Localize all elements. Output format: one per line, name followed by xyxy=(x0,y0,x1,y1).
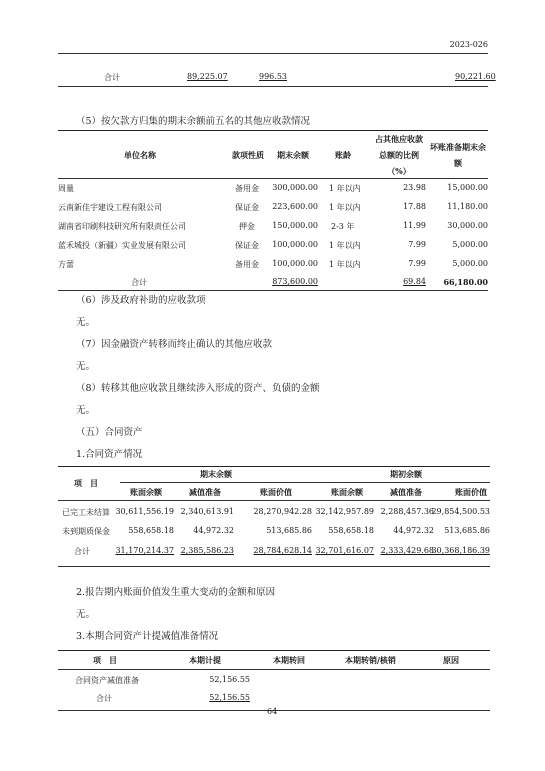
sec5-total-balance: 873,600.00 xyxy=(272,277,318,286)
sec5-row2-nature: 保证金 xyxy=(235,203,259,212)
sec5-row1-bad: 15,000.00 xyxy=(447,183,488,192)
sec5-total-bad: 66,180.00 xyxy=(443,277,488,287)
contract-table-top-rule xyxy=(58,466,490,467)
report-code: 2023-026 xyxy=(449,40,488,49)
contract-total-e-value: 28,784,628.14 xyxy=(253,546,312,555)
contract-row1-item: 已完工未结算 xyxy=(62,508,110,517)
sec5-header-bad-l1: 坏账准备期末余 xyxy=(430,142,486,152)
contract-row2-b-impair: 44,972.32 xyxy=(393,526,434,535)
sec5-header-age: 账龄 xyxy=(335,150,351,160)
sec2-title: 2.报告期内账面价值发生重大变动的金额和原因 xyxy=(76,587,276,598)
contract-header-end: 期末余额 xyxy=(200,469,232,479)
sec5-row5-age: 1 年以内 xyxy=(329,260,361,269)
sec3-header-item: 项 目 xyxy=(93,655,117,665)
sec6-title: （6）涉及政府补助的应收款项 xyxy=(76,295,206,306)
sec6-body: 无。 xyxy=(76,317,96,328)
contract-header-rule xyxy=(58,500,490,501)
sec5-row3-balance: 150,000.00 xyxy=(272,221,318,230)
sec7-body: 无。 xyxy=(76,361,96,372)
sec5-row1-balance: 300,000.00 xyxy=(272,183,318,192)
sec3-header-rule xyxy=(58,669,490,670)
contract-header-begin: 期初余额 xyxy=(390,469,422,479)
sec5-row5-balance: 100,000.00 xyxy=(272,259,318,268)
contract-row2-e-impair: 44,972.32 xyxy=(193,526,234,535)
contract-row1-e-book: 30,611,556.19 xyxy=(115,507,174,516)
contract-row2-b-value: 513,685.86 xyxy=(444,526,490,535)
sec5-row5-nature: 备用金 xyxy=(235,260,259,269)
sec3-total-item: 合计 xyxy=(96,694,112,703)
top-total-v3: 90,221.60 xyxy=(455,72,496,81)
contract-header-mid-rule xyxy=(120,482,490,483)
sec5-table-bottom-rule xyxy=(58,290,488,291)
sec3-header-reversed: 本期转回 xyxy=(273,655,305,665)
sec3-row1-item: 合同资产减值准备 xyxy=(75,676,139,685)
contract-row2-e-value: 513,685.86 xyxy=(266,526,312,535)
contract-total-item: 合计 xyxy=(74,547,90,556)
sec5-row4-bad: 5,000.00 xyxy=(452,240,488,249)
sec3-header-accrued: 本期计提 xyxy=(189,655,221,665)
sec5-row5-bad: 5,000.00 xyxy=(452,259,488,268)
contract-total-b-value: 30,368,186.39 xyxy=(431,546,490,555)
contract-row1-e-impair: 2,340,613.91 xyxy=(180,507,234,516)
sec5-row3-age: 2-3 年 xyxy=(331,222,355,231)
sec5-row1-name: 周量 xyxy=(58,184,74,193)
sec7-title: （7）因金融资产转移而终止确认的其他应收款 xyxy=(76,339,273,350)
part5-title: （五）合同资产 xyxy=(76,427,143,438)
sec5-row4-name: 蓝禾城投（新疆）实业发展有限公司 xyxy=(58,241,186,250)
sec5-header-ratio-l3: （%） xyxy=(387,166,411,176)
sec5-row2-age: 1 年以内 xyxy=(329,203,361,212)
sec5-row1-nature: 备用金 xyxy=(235,184,259,193)
sec2-body: 无。 xyxy=(76,609,96,620)
sec5-row1-ratio: 23.98 xyxy=(403,183,426,192)
sec5-row1-age: 1 年以内 xyxy=(329,184,361,193)
sec5-row3-nature: 押金 xyxy=(239,222,255,231)
page-number: 64 xyxy=(267,707,278,716)
sec5-row2-bad: 11,180.00 xyxy=(447,202,488,211)
sec5-row3-bad: 30,000.00 xyxy=(447,221,488,230)
sec3-total-accrued: 52,156.55 xyxy=(209,693,250,702)
sec5-row5-name: 方蕾 xyxy=(58,260,74,269)
contract-header-e-book: 账面余额 xyxy=(130,487,162,497)
sec5-row2-ratio: 17.88 xyxy=(403,202,426,211)
sec3-header-reason: 原因 xyxy=(443,655,459,665)
sec8-body: 无。 xyxy=(76,405,96,416)
contract-total-b-book: 32,701,616.07 xyxy=(315,546,374,555)
sec5-total-ratio: 69.84 xyxy=(403,277,426,286)
contract-title: 1.合同资产情况 xyxy=(76,449,143,460)
contract-row1-b-value: 29,854,500.53 xyxy=(431,507,490,516)
top-total-label: 合计 xyxy=(104,73,120,82)
sec5-row2-name: 云南新佳宇建设工程有限公司 xyxy=(58,203,162,212)
sec5-header-nature: 款项性质 xyxy=(232,150,264,160)
sec3-title: 3.本期合同资产计提减值准备情况 xyxy=(76,631,219,642)
header-rule xyxy=(58,53,488,54)
contract-header-b-book: 账面余额 xyxy=(331,487,363,497)
contract-row1-b-book: 32,142,957.89 xyxy=(315,507,374,516)
contract-header-b-value: 账面价值 xyxy=(455,487,487,497)
top-total-rule xyxy=(58,86,488,87)
sec5-header-rule xyxy=(58,178,488,179)
sec5-row2-balance: 223,600.00 xyxy=(272,202,318,211)
sec5-header-balance: 期末余额 xyxy=(277,150,309,160)
contract-header-e-value: 账面价值 xyxy=(260,487,292,497)
sec5-row4-balance: 100,000.00 xyxy=(272,240,318,249)
contract-header-item: 项 目 xyxy=(74,478,98,488)
contract-total-b-impair: 2,333,429.68 xyxy=(380,546,434,555)
sec5-total-label: 合计 xyxy=(131,278,147,287)
sec3-table-top-rule xyxy=(58,650,490,651)
sec5-row4-ratio: 7.99 xyxy=(408,240,426,249)
contract-header-b-impair: 减值准备 xyxy=(390,487,422,497)
top-total-v1: 89,225.07 xyxy=(187,72,228,81)
sec5-table-top-rule xyxy=(58,130,488,131)
top-total-v2: 996.53 xyxy=(259,72,287,81)
contract-total-e-book: 31,170,214.37 xyxy=(115,546,174,555)
contract-row2-item: 未到期质保金 xyxy=(62,527,110,536)
sec3-row1-accrued: 52,156.55 xyxy=(209,675,250,684)
sec5-row5-ratio: 7.99 xyxy=(408,259,426,268)
sec3-header-written: 本期转销/核销 xyxy=(345,655,396,665)
contract-row2-b-book: 558,658.18 xyxy=(328,526,374,535)
sec5-row4-nature: 保证金 xyxy=(235,241,259,250)
sec5-header-ratio-l1: 占其他应收款 xyxy=(375,134,423,144)
contract-row1-b-impair: 2,288,457.36 xyxy=(380,507,434,516)
sec5-row4-age: 1 年以内 xyxy=(329,241,361,250)
sec5-header-bad-l2: 额 xyxy=(454,158,462,168)
sec5-title: （5）按欠款方归集的期末余额前五名的其他应收款情况 xyxy=(76,116,311,127)
sec5-row3-name: 湖南省印刷科技研究所有限责任公司 xyxy=(58,222,186,231)
contract-row1-e-value: 28,270,942.28 xyxy=(253,507,312,516)
contract-table-bottom-rule xyxy=(58,566,490,567)
sec5-header-name: 单位名称 xyxy=(124,150,156,160)
contract-row2-e-book: 558,658.18 xyxy=(128,526,174,535)
sec8-title: （8）转移其他应收款且继续涉入形成的资产、负债的金额 xyxy=(76,383,320,394)
contract-header-e-impair: 减值准备 xyxy=(189,487,221,497)
sec5-row3-ratio: 11.99 xyxy=(403,221,426,230)
sec5-header-ratio-l2: 总额的比例 xyxy=(379,150,419,160)
contract-total-e-impair: 2,385,586.23 xyxy=(180,546,234,555)
